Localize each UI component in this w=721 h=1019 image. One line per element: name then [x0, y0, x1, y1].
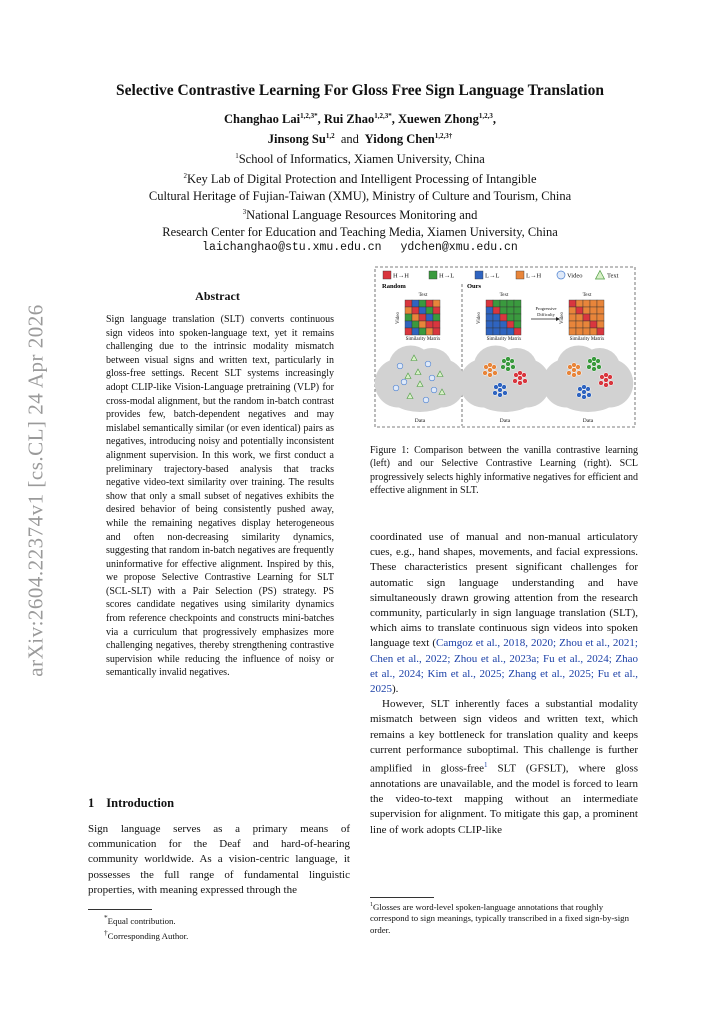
- cluster-point: [582, 390, 587, 395]
- cluster-point: [493, 391, 498, 396]
- affiliation-line: Cultural Heritage of Fujian-Taiwan (XMU), Ministry of Culture and Tourism, China: [148, 188, 572, 203]
- matrix-cell: [500, 307, 507, 314]
- citation-list[interactable]: Camgoz et al., 2018, 2020; Zhou et al., 2021; Chen et al., 2022; Zhou et al., 2023a; Fu et al., 2024; Zhao et al., 2024; Kim et al., 2025; Zhang et al., 2025; Fu et al., 2025: [370, 637, 638, 696]
- cluster-point: [511, 365, 516, 370]
- cluster-point: [498, 388, 503, 393]
- cluster-point: [572, 363, 577, 368]
- matrix-cell: [433, 321, 440, 328]
- cluster-point: [577, 393, 582, 398]
- affil-mark: 3: [242, 208, 247, 217]
- matrix-cell: [433, 328, 440, 335]
- cluster-point: [592, 357, 597, 362]
- matrix-cell: [569, 328, 576, 335]
- matrix-video-label: Video: [396, 312, 401, 324]
- cluster-point: [582, 395, 587, 400]
- matrix-cell: [426, 321, 433, 328]
- matrix-cell: [569, 321, 576, 328]
- affiliation-line: Research Center for Education and Teaching Media, Xiamen University, China: [162, 224, 558, 239]
- legend-label: L→L: [485, 272, 500, 280]
- paper-title: Selective Contrastive Learning For Gloss Free Sign Language Translation: [116, 82, 604, 99]
- difficulty-label: Difficulty: [537, 312, 555, 317]
- cluster-point: [518, 371, 523, 376]
- matrix-cell: [493, 328, 500, 335]
- data-cloud: [543, 345, 633, 412]
- matrix-video-label: Video: [560, 312, 565, 324]
- author-affil-mark: 1,2,3*: [374, 112, 392, 120]
- matrix-cell: [412, 307, 419, 314]
- matrix-cell: [433, 300, 440, 307]
- video-point: [397, 363, 403, 369]
- section-title-text: Introduction: [106, 796, 175, 810]
- matrix-cell: [597, 321, 604, 328]
- matrix-text-label: Text: [582, 293, 592, 298]
- cluster-point: [506, 367, 511, 372]
- footnote-text: Corresponding Author.: [107, 931, 189, 942]
- abstract-body: Sign language translation (SLT) converts continuous sign videos into spoken-language text, yet it remains challenging due to the intrinsic modality mismatch between visual signs and written text, particularly in gloss-free settings. Recent SLT systems increasingly adopt CLIP-like Vision-Language pretraining (VLP) for cross-modal alignment, but the random in-batch contrast provides few, batch-dependent negatives and may mislabel semantically similar (or even identical) pairs as negatives, introducing noisy and potentially inconsistent alignment supervision. In this work, we first conduct a preliminary trajectory-based analysis that tracks negative video-text similarity over training. The results show that only a small subset of negatives exhibits the desired behavior of being consistently pushed away, while the remaining negatives display heterogeneous and often non-decreasing similarity dynamics, suggesting that random in-batch negatives are frequently uninformative for effective alignment. Inspired by this, we propose Selective Contrastive Learning for SLT (SCL-SLT) with a Pair Selection (PS) strategy. PS scores candidate negatives using similarity dynamics from reference checkpoints and constructs mini-batches via a curriculum that progressively emphasizes more challenging negatives, thereby strengthening contrastive supervision while reducing the influence of noisy or semantically invalid negatives.: [106, 314, 334, 679]
- matrix-cell: [493, 321, 500, 328]
- email-address[interactable]: laichanghao@stu.xmu.edu.cn: [202, 241, 382, 255]
- footnote-mark: 1: [370, 902, 373, 908]
- intro-paragraph-left: Sign language serves as a primary means of communication for the Deaf and hard-of-hearing community worldwide. As a vision-centric language, it possesses the full range of fundamental linguistic properties, with meaning expressed through the: [88, 823, 350, 896]
- cluster-point: [592, 362, 597, 367]
- matrix-cell: [597, 300, 604, 307]
- video-legend-icon: [557, 271, 565, 279]
- data-label: Data: [582, 418, 594, 424]
- author-name: Yidong Chen: [364, 132, 435, 147]
- footnote-rule: [370, 897, 434, 898]
- panel-label-random: Random: [382, 283, 406, 290]
- legend-label: H→H: [393, 272, 409, 280]
- matrix-cell: [569, 314, 576, 321]
- matrix-cell: [493, 307, 500, 314]
- cluster-point: [498, 393, 503, 398]
- legend-label: Video: [567, 272, 583, 280]
- video-point: [425, 361, 431, 367]
- matrix-cell: [405, 328, 412, 335]
- matrix-cell: [576, 307, 583, 314]
- footnote-mark: †: [104, 928, 108, 938]
- cluster-point: [592, 367, 597, 372]
- video-point: [431, 387, 437, 393]
- matrix-cell: [412, 314, 419, 321]
- affiliation-line: School of Informatics, Xiamen University, China: [238, 152, 485, 167]
- affil-mark: 2: [183, 171, 187, 180]
- intro-paragraph: [370, 530, 638, 697]
- footnote: [104, 927, 188, 942]
- matrix-cell: [426, 300, 433, 307]
- matrix-cell: [590, 300, 597, 307]
- matrix-cell: [433, 314, 440, 321]
- matrix-cell: [576, 314, 583, 321]
- legend-label: L→H: [526, 272, 542, 280]
- figure-1: [374, 266, 636, 428]
- affiliation-line: Key Lab of Digital Protection and Intelligent Processing of Intangible: [186, 172, 537, 187]
- video-point: [429, 375, 435, 381]
- arxiv-identifier: arXiv:2604.22374v1 [cs.CL] 24 Apr 2026: [23, 303, 48, 677]
- cluster-point: [501, 365, 506, 370]
- matrix-cell: [433, 307, 440, 314]
- paragraph-text: However, SLT inherently faces a substantial modality mismatch between sign videos and written text, which remains a key bottleneck for translation quality and keeps current performance suboptimal. This challenge is further amplified in gloss-free: [370, 698, 638, 775]
- matrix-cell: [569, 300, 576, 307]
- matrix-cell: [507, 314, 514, 321]
- matrix-cell: [590, 328, 597, 335]
- matrix-cell: [583, 300, 590, 307]
- intro-right-column: [370, 530, 638, 838]
- matrix-cell: [590, 314, 597, 321]
- matrix-cell: [405, 300, 412, 307]
- cluster-point: [523, 379, 528, 384]
- cluster-point: [597, 365, 602, 370]
- matrix-cell: [514, 307, 521, 314]
- matrix-cell: [583, 307, 590, 314]
- paper-header: [80, 82, 640, 256]
- author-list: Changhao Lai$^{1,2,3*}$, Rui Zhao$^{1,2,3*}$, Xuewen Zhong$^{1,2,3}$, Jinsong Su$^{1,2}$ and Yidong Chen$^{1,2,3\dagger}$: [224, 112, 496, 147]
- cluster-point: [572, 373, 577, 378]
- matrix-cell: [412, 321, 419, 328]
- affil-mark: 1: [235, 152, 239, 161]
- affiliations: [80, 148, 640, 240]
- cluster-point: [488, 368, 493, 373]
- matrix-caption: Similarity Matrix: [486, 337, 522, 342]
- matrix-cell: [486, 307, 493, 314]
- author-affil-mark: 1,2,3†: [434, 132, 453, 141]
- matrix-cell: [597, 328, 604, 335]
- cluster-point: [493, 371, 498, 376]
- section-heading-introduction: [88, 796, 174, 811]
- matrix-cell: [486, 300, 493, 307]
- cluster-point: [604, 383, 609, 388]
- matrix-cell: [493, 314, 500, 321]
- author-name: Jinsong Su: [267, 132, 326, 147]
- footnote-text: Equal contribution.: [107, 915, 176, 926]
- footnote-mark: *: [104, 913, 108, 922]
- matrix-cell: [597, 307, 604, 314]
- matrix-video-label: Video: [477, 312, 482, 324]
- cluster-point: [599, 381, 604, 386]
- author-affil-mark: 1,2,3*: [300, 112, 318, 120]
- matrix-cell: [426, 314, 433, 321]
- figure-1-diagram: [374, 266, 636, 428]
- matrix-cell: [507, 300, 514, 307]
- matrix-cell: [486, 328, 493, 335]
- matrix-cell: [500, 300, 507, 307]
- data-cloud: [460, 345, 550, 412]
- legend-label: H→L: [439, 272, 455, 280]
- matrix-cell: [405, 307, 412, 314]
- matrix-cell: [514, 314, 521, 321]
- matrix-text-label: Text: [418, 293, 428, 298]
- figure-legend: [383, 271, 619, 280]
- cluster-point: [577, 371, 582, 376]
- video-point: [423, 397, 429, 403]
- paragraph-text: SLT (GFSLT), where gloss annotations are unavailable, and the model is forced to learn the video-to-text mapping without an intermediate supervision for alignment. To mitigate this gap, a prominent line of work adopts CLIP-like: [370, 762, 638, 836]
- matrix-cell: [486, 314, 493, 321]
- cluster-point: [488, 363, 493, 368]
- matrix-text-label: Text: [499, 293, 509, 298]
- matrix-cell: [583, 328, 590, 335]
- matrix-cell: [590, 321, 597, 328]
- footnotes-left: [104, 912, 188, 943]
- paragraph-text: ).: [392, 683, 399, 696]
- cluster-point: [488, 373, 493, 378]
- matrix-cell: [419, 314, 426, 321]
- similarity-matrices: [405, 300, 604, 335]
- email-address[interactable]: ydchen@xmu.edu.cn: [400, 241, 518, 255]
- cluster-point: [587, 393, 592, 398]
- matrix-cell: [507, 307, 514, 314]
- matrix-cell: [569, 307, 576, 314]
- footnote-ref[interactable]: 1: [484, 761, 488, 770]
- data-cloud: [375, 345, 465, 412]
- cluster-point: [604, 373, 609, 378]
- cluster-point: [498, 383, 503, 388]
- cluster-point: [604, 378, 609, 383]
- matrix-cell: [405, 321, 412, 328]
- cluster-point: [483, 371, 488, 376]
- cluster-point: [506, 362, 511, 367]
- matrix-cell: [419, 328, 426, 335]
- legend-label: Text: [607, 272, 619, 280]
- matrix-cell: [514, 300, 521, 307]
- matrix-cell: [583, 321, 590, 328]
- matrix-cell: [419, 307, 426, 314]
- matrix-cell: [597, 314, 604, 321]
- matrix-cell: [500, 321, 507, 328]
- matrix-cell: [576, 328, 583, 335]
- author-name: Xuewen Zhong: [397, 112, 479, 127]
- matrix-cell: [419, 321, 426, 328]
- author-conjunction: and: [340, 132, 359, 147]
- cluster-point: [582, 385, 587, 390]
- legend-swatch-ll: [475, 271, 483, 279]
- paragraph-text: coordinated use of manual and non-manual articulatory cues, e.g., hand shapes, movements, and facial expressions. These characteristics present significant challenges for automatic sign language understanding and have simultaneously drawn growing attention from the research community, particularly in sign language translation (SLT), which aims to translate continuous sign videos into spoken language text (: [370, 531, 638, 650]
- cluster-point: [513, 379, 518, 384]
- matrix-cell: [419, 300, 426, 307]
- cluster-point: [572, 368, 577, 373]
- video-point: [393, 385, 399, 391]
- matrix-cell: [590, 307, 597, 314]
- matrix-cell: [514, 321, 521, 328]
- data-labels: [415, 418, 594, 424]
- author-affil-mark: 1,2: [325, 132, 335, 141]
- text-legend-icon: [596, 271, 605, 280]
- matrix-cell: [493, 300, 500, 307]
- matrix-cell: [405, 314, 412, 321]
- footnote-text: Glosses are word-level spoken-language annotations that roughly correspond to sign meanings, typically transcribed in a fixed sign-by-sign order.: [370, 901, 629, 935]
- author-name: Rui Zhao: [323, 112, 375, 127]
- affiliation-line: National Language Resources Monitoring and: [246, 208, 478, 223]
- matrix-cell: [507, 328, 514, 335]
- data-label: Data: [499, 418, 511, 424]
- author-emails: [80, 240, 640, 256]
- intro-paragraph: [370, 697, 638, 837]
- footnote-rule: [88, 909, 152, 910]
- data-label: Data: [414, 418, 426, 424]
- cluster-point: [503, 391, 508, 396]
- matrix-cell: [412, 328, 419, 335]
- matrix-cell: [576, 300, 583, 307]
- section-number: 1: [88, 796, 95, 810]
- cluster-point: [506, 357, 511, 362]
- arxiv-stamp: [16, 300, 56, 680]
- figure-1-caption: Figure 1: Comparison between the vanilla contrastive learning (left) and our Selective Contrastive Learning (right). SCL progressively selects highly informative negatives for efficient and effective alignment in SLT.: [370, 445, 638, 497]
- footnote: [104, 912, 188, 927]
- progressive-label: Progressive: [535, 306, 557, 311]
- legend-swatch-hl: [429, 271, 437, 279]
- cluster-point: [518, 376, 523, 381]
- cluster-point: [567, 371, 572, 376]
- matrix-cell: [507, 321, 514, 328]
- matrix-cell: [486, 321, 493, 328]
- legend-swatch-hh: [383, 271, 391, 279]
- panel-label-ours: Ours: [467, 283, 482, 290]
- cluster-point: [587, 365, 592, 370]
- author-affil-mark: 1,2,3: [478, 112, 493, 120]
- matrix-cell: [426, 307, 433, 314]
- matrix-cell: [514, 328, 521, 335]
- matrix-caption: Similarity Matrix: [405, 337, 441, 342]
- abstract-heading: Abstract: [195, 289, 240, 303]
- author-name: Changhao Lai: [224, 112, 301, 127]
- matrix-cell: [500, 328, 507, 335]
- matrix-cell: [500, 314, 507, 321]
- video-point: [401, 379, 407, 385]
- legend-swatch-lh: [516, 271, 524, 279]
- matrix-cell: [583, 314, 590, 321]
- footnote-gloss: [370, 900, 638, 936]
- matrix-cell: [576, 321, 583, 328]
- matrix-cell: [412, 300, 419, 307]
- matrix-caption: Similarity Matrix: [569, 337, 605, 342]
- data-clouds: [375, 345, 633, 412]
- cluster-point: [609, 381, 614, 386]
- matrix-cell: [426, 328, 433, 335]
- cluster-point: [518, 381, 523, 386]
